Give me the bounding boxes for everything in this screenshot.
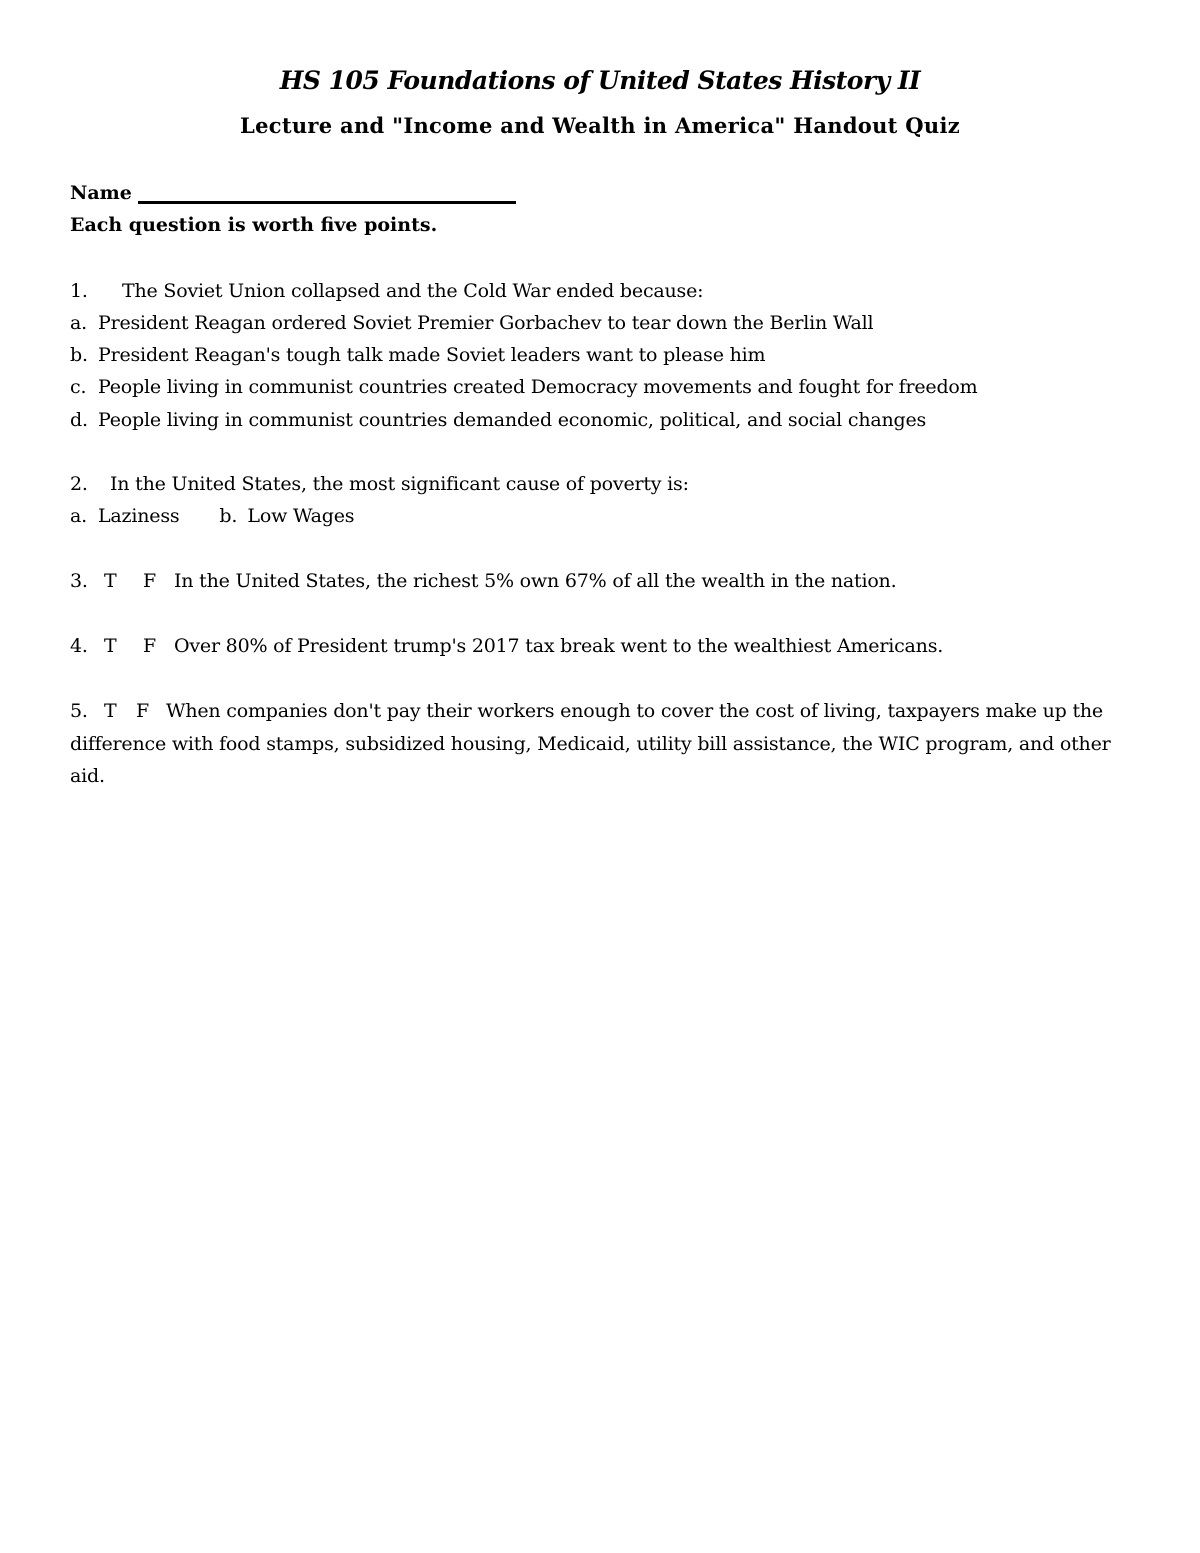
instructions: Each question is worth five points.	[70, 214, 438, 236]
question-number: 4.	[70, 635, 88, 657]
option-letter: a.	[70, 312, 87, 334]
question-stem: The Soviet Union collapsed and the Cold War ended because:	[122, 280, 704, 302]
question-stem: In the United States, the richest 5% own 67% of all the wealth in the nation.	[174, 570, 897, 592]
option-text: People living in communist countries demanded economic, political, and social changes	[98, 409, 927, 431]
answer-option	[70, 409, 926, 431]
name-field-row	[70, 181, 516, 204]
option-text: Laziness	[98, 505, 180, 527]
false-option[interactable]: F	[143, 635, 156, 657]
question-stem: Over 80% of President trump's 2017 tax break went to the wealthiest Americans.	[174, 635, 944, 657]
question-stem-line: When companies don't pay their workers enough to cover the cost of living, taxpayers make up the	[166, 700, 1103, 722]
true-option[interactable]: T	[104, 570, 117, 592]
option-text: President Reagan ordered Soviet Premier Gorbachev to tear down the Berlin Wall	[98, 312, 874, 334]
option-letter: a.	[70, 505, 87, 527]
question-number: 2.	[70, 473, 88, 495]
option-letter: d.	[70, 409, 88, 431]
answer-option	[70, 376, 977, 398]
name-label: Name	[70, 182, 132, 204]
question-3	[70, 570, 896, 592]
question-2	[70, 473, 689, 495]
course-title: HS 105 Foundations of United States History II	[279, 66, 921, 95]
answer-option	[70, 344, 765, 366]
option-letter: b.	[219, 505, 238, 527]
question-number: 1.	[70, 280, 88, 302]
answer-option	[70, 312, 873, 334]
question-4	[70, 635, 943, 657]
name-blank-line[interactable]	[138, 181, 516, 204]
option-text: People living in communist countries created Democracy movements and fought for freedom	[98, 376, 978, 398]
question-number: 3.	[70, 570, 88, 592]
false-option[interactable]: F	[136, 700, 149, 722]
question-stem-line: difference with food stamps, subsidized housing, Medicaid, utility bill assistance, the WIC program, and other	[70, 733, 1111, 755]
true-option[interactable]: T	[104, 635, 117, 657]
question-stem: In the United States, the most significant cause of poverty is:	[110, 473, 689, 495]
answer-options-row	[70, 505, 354, 527]
option-letter: b.	[70, 344, 88, 366]
question-1	[70, 280, 703, 302]
option-letter: c.	[70, 376, 87, 398]
question-5	[70, 700, 1103, 722]
question-number: 5.	[70, 700, 88, 722]
option-text: Low Wages	[247, 505, 355, 527]
quiz-title: Lecture and "Income and Wealth in America" Handout Quiz	[240, 113, 960, 138]
false-option[interactable]: F	[143, 570, 156, 592]
true-option[interactable]: T	[104, 700, 117, 722]
question-stem-line: aid.	[70, 765, 105, 787]
option-text: President Reagan's tough talk made Soviet leaders want to please him	[98, 344, 766, 366]
